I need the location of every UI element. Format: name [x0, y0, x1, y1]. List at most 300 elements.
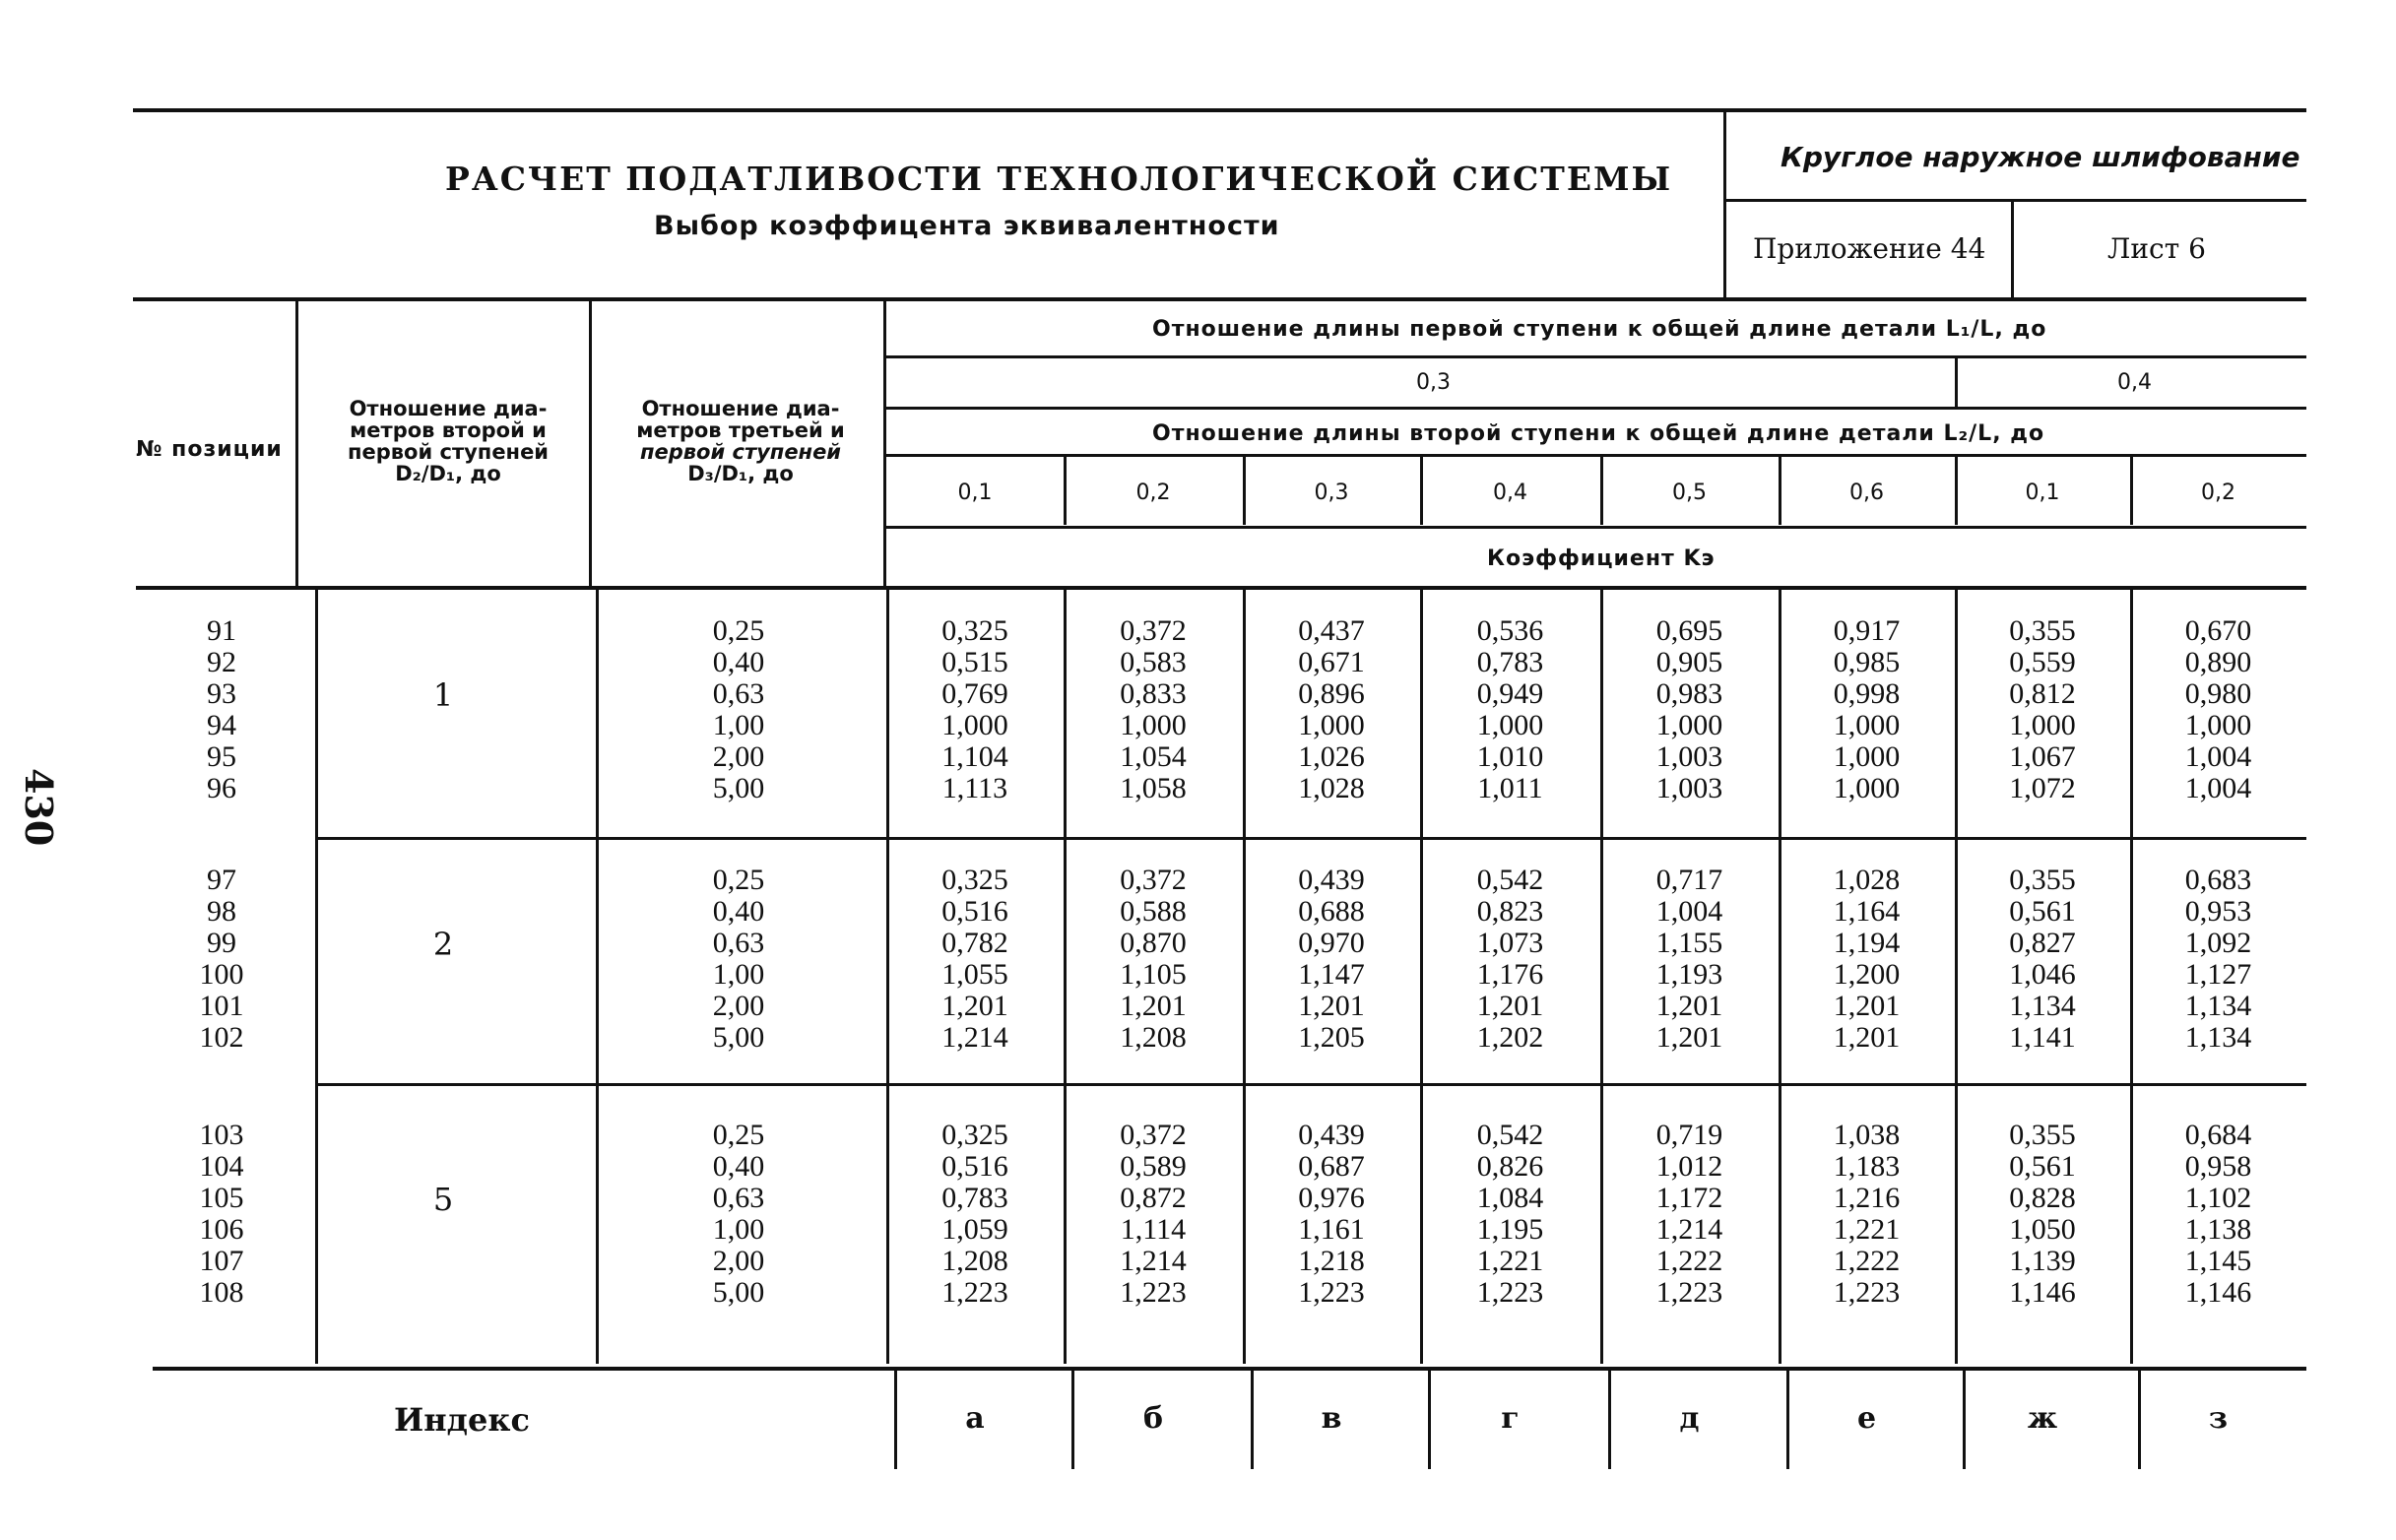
col-header-d3d1-line: первой ступеней: [639, 440, 842, 464]
coef-cell: 1,176: [1476, 958, 1544, 991]
coef-cell: 0,896: [1298, 677, 1365, 710]
coef-cell: 0,583: [1120, 646, 1187, 678]
coef-cell: 1,202: [1476, 1021, 1544, 1054]
index-divider: [1428, 1371, 1431, 1469]
coef-cell: 1,195: [1476, 1213, 1544, 1246]
l2-divider: [1779, 456, 1781, 525]
index-divider: [1963, 1371, 1966, 1469]
d3d1-value: 1,00: [712, 958, 765, 991]
coef-column: [1064, 865, 1243, 1054]
position-number: 104: [199, 1150, 244, 1183]
header-inner-rule: [1725, 199, 2306, 202]
coef-cell: 1,139: [2009, 1245, 2076, 1277]
body-column-rule: [1600, 1080, 1603, 1364]
index-value: д: [1679, 1401, 1700, 1436]
l2-divider: [1064, 456, 1067, 525]
body-column-rule: [1064, 834, 1067, 1083]
coef-cell: 1,214: [941, 1021, 1008, 1054]
l1-value-03: 0,3: [1416, 370, 1451, 395]
coef-cell: 1,084: [1476, 1182, 1544, 1214]
coef-column: [1064, 1120, 1243, 1309]
coef-column: [1779, 865, 1955, 1054]
position-number: 98: [207, 895, 236, 928]
coef-cell: 0,372: [1120, 864, 1187, 896]
coef-column: [1779, 615, 1955, 804]
col-header-d3d1-line: метров третьей и: [636, 418, 845, 442]
coef-cell: 0,717: [1655, 864, 1723, 896]
coef-cell: 0,670: [2184, 614, 2252, 647]
body-column-rule: [1243, 588, 1246, 837]
coef-cell: 0,983: [1655, 677, 1723, 710]
page-title: РАСЧЕТ ПОДАТЛИВОСТИ ТЕХНОЛОГИЧЕСКОЙ СИСТЕМЫ: [445, 160, 1673, 198]
coef-cell: 1,000: [1476, 709, 1544, 741]
coef-cell: 1,200: [1833, 958, 1901, 991]
body-column-rule: [1955, 1080, 1958, 1364]
coef-column: [2130, 1120, 2306, 1309]
coef-column: [1420, 1120, 1600, 1309]
coef-column: [1243, 615, 1420, 804]
coef-cell: 1,221: [1833, 1213, 1901, 1246]
d3d1-value: 0,63: [712, 1182, 765, 1214]
coef-cell: 1,067: [2009, 740, 2076, 773]
coef-cell: 0,872: [1120, 1182, 1187, 1214]
position-number: 106: [199, 1213, 244, 1246]
coef-cell: 0,719: [1655, 1119, 1723, 1151]
position-number: 92: [207, 646, 236, 678]
body-column-rule: [315, 834, 318, 1083]
l1-split-rule: [1955, 356, 1958, 408]
body-column-rule: [596, 834, 599, 1083]
coef-header: Коэффициент Kэ: [1487, 546, 1716, 571]
coef-column: [886, 1120, 1064, 1309]
body-column-rule: [315, 1080, 318, 1364]
coef-cell: 1,050: [2009, 1213, 2076, 1246]
col-header-d2d1-line: первой ступеней: [347, 440, 550, 464]
coef-cell: 1,201: [1298, 990, 1365, 1022]
coef-column: [1064, 615, 1243, 804]
coef-cell: 0,949: [1476, 677, 1544, 710]
coef-cell: 0,905: [1655, 646, 1723, 678]
coef-cell: 1,201: [1833, 1021, 1901, 1054]
l1-header: Отношение длины первой ступени к общей длине детали L₁/L, до: [1152, 317, 2047, 342]
l2-divider: [2130, 456, 2133, 525]
l1-rule: [886, 355, 2306, 358]
coef-cell: 1,223: [1298, 1276, 1365, 1309]
coef-cell: 0,985: [1833, 646, 1901, 678]
col-header-d2d1-line: D₂/D₁, до: [395, 462, 501, 485]
position-number: 99: [207, 927, 236, 959]
coef-cell: 0,325: [941, 614, 1008, 647]
coef-cell: 1,221: [1476, 1245, 1544, 1277]
coef-cell: 0,372: [1120, 1119, 1187, 1151]
appendix-divider: [2011, 201, 2014, 299]
position-number: 97: [207, 864, 236, 896]
coef-cell: 1,145: [2184, 1245, 2252, 1277]
position-number: 103: [199, 1119, 244, 1151]
coef-cell: 1,201: [1476, 990, 1544, 1022]
coef-cell: 1,004: [2184, 740, 2252, 773]
l2-divider: [1600, 456, 1603, 525]
position-number: 96: [207, 772, 236, 804]
coef-cell: 0,827: [2009, 927, 2076, 959]
body-column-rule: [1955, 588, 1958, 837]
d2d1-value: 2: [432, 926, 454, 963]
index-value: в: [1321, 1401, 1342, 1436]
body-column-rule: [886, 1080, 889, 1364]
coef-cell: 0,980: [2184, 677, 2252, 710]
index-value: а: [965, 1401, 985, 1436]
d2d1-value: 1: [432, 676, 454, 714]
body-column-rule: [596, 1080, 599, 1364]
d3d1-value: 2,00: [712, 990, 765, 1022]
index-divider: [2138, 1371, 2141, 1469]
coef-cell: 0,953: [2184, 895, 2252, 928]
coef-cell: 0,769: [941, 677, 1008, 710]
position-number: 94: [207, 709, 236, 741]
d3d1-value: 5,00: [712, 1021, 765, 1054]
position-number: 91: [207, 614, 236, 647]
coef-cell: 1,004: [2184, 772, 2252, 804]
col-header-d2d1-line: метров второй и: [350, 418, 547, 442]
l2-value: 0,1: [2025, 481, 2060, 505]
group-separator: [315, 1083, 2306, 1086]
d3d1-value: 0,40: [712, 895, 765, 928]
coef-cell: 1,000: [1833, 772, 1901, 804]
appendix-label: Приложение 44: [1753, 232, 1986, 265]
body-column-rule: [1779, 588, 1781, 837]
index-divider: [1608, 1371, 1611, 1469]
coef-cell: 1,058: [1120, 772, 1187, 804]
coef-cell: 0,970: [1298, 927, 1365, 959]
coef-cell: 1,000: [941, 709, 1008, 741]
body-column-rule: [886, 834, 889, 1083]
index-value: з: [2208, 1401, 2229, 1436]
position-number: 93: [207, 677, 236, 710]
d3d1-column: [611, 865, 867, 1054]
coef-cell: 1,102: [2184, 1182, 2252, 1214]
d3d1-value: 0,25: [712, 864, 765, 896]
coef-cell: 1,146: [2009, 1276, 2076, 1309]
l2-value: 0,2: [1135, 481, 1171, 505]
coef-cell: 1,208: [1120, 1021, 1187, 1054]
d3d1-value: 1,00: [712, 1213, 765, 1246]
coef-cell: 0,671: [1298, 646, 1365, 678]
coef-cell: 0,355: [2009, 614, 2076, 647]
coef-cell: 1,201: [1655, 1021, 1723, 1054]
header-bottom-rule: [133, 297, 2306, 301]
l2-value: 0,3: [1314, 481, 1349, 505]
coef-cell: 1,147: [1298, 958, 1365, 991]
l2-value: 0,6: [1849, 481, 1884, 505]
index-value: г: [1501, 1401, 1520, 1436]
position-column: [148, 1120, 295, 1309]
d3d1-value: 0,40: [712, 1150, 765, 1183]
coef-cell: 0,542: [1476, 864, 1544, 896]
position-number: 102: [199, 1021, 244, 1054]
coef-cell: 1,012: [1655, 1150, 1723, 1183]
coef-cell: 1,223: [1476, 1276, 1544, 1309]
sheet-label: Лист 6: [2107, 232, 2206, 265]
l2-divider: [1420, 456, 1423, 525]
col-header-position: № позиции: [136, 437, 283, 462]
coef-cell: 0,437: [1298, 614, 1365, 647]
coef-cell: 1,223: [941, 1276, 1008, 1309]
coef-cell: 1,134: [2009, 990, 2076, 1022]
header-divider: [1723, 110, 1726, 299]
coef-cell: 0,516: [941, 895, 1008, 928]
coef-cell: 0,823: [1476, 895, 1544, 928]
d3d1-value: 2,00: [712, 1245, 765, 1277]
coef-cell: 1,223: [1833, 1276, 1901, 1309]
body-column-rule: [1600, 588, 1603, 837]
position-number: 95: [207, 740, 236, 773]
coef-cell: 1,046: [2009, 958, 2076, 991]
coef-cell: 0,559: [2009, 646, 2076, 678]
coef-column: [1600, 865, 1779, 1054]
coef-column: [1779, 1120, 1955, 1309]
col-header-d2d1-line: Отношение диа-: [349, 397, 548, 420]
coef-column: [1955, 1120, 2130, 1309]
coef-cell: 0,812: [2009, 677, 2076, 710]
coef-rule-top: [886, 526, 2306, 529]
coef-cell: 0,325: [941, 864, 1008, 896]
coef-cell: 0,561: [2009, 1150, 2076, 1183]
body-column-rule: [1064, 1080, 1067, 1364]
coef-cell: 1,026: [1298, 740, 1365, 773]
col-header-d3d1-line: Отношение диа-: [641, 397, 840, 420]
coef-cell: 1,155: [1655, 927, 1723, 959]
coef-cell: 0,828: [2009, 1182, 2076, 1214]
coef-cell: 1,214: [1120, 1245, 1187, 1277]
d3d1-value: 2,00: [712, 740, 765, 773]
d3d1-value: 0,25: [712, 1119, 765, 1151]
index-divider: [894, 1371, 897, 1469]
d3d1-value: 0,25: [712, 614, 765, 647]
coef-cell: 1,214: [1655, 1213, 1723, 1246]
index-value: е: [1856, 1401, 1877, 1436]
body-column-rule: [596, 588, 599, 837]
index-rule: [153, 1367, 2306, 1371]
coef-cell: 1,104: [941, 740, 1008, 773]
coef-cell: 1,000: [1833, 740, 1901, 773]
coef-cell: 0,683: [2184, 864, 2252, 896]
coef-cell: 1,000: [2184, 709, 2252, 741]
coef-cell: 0,958: [2184, 1150, 2252, 1183]
col-header-d2d1: [305, 398, 591, 484]
l2-divider: [1955, 456, 1958, 525]
d3d1-value: 0,40: [712, 646, 765, 678]
coef-cell: 0,355: [2009, 864, 2076, 896]
l2-header: Отношение длины второй ступени к общей длине детали L₂/L, до: [1152, 421, 2045, 446]
coef-cell: 0,826: [1476, 1150, 1544, 1183]
coef-cell: 0,687: [1298, 1150, 1365, 1183]
coef-cell: 1,000: [1833, 709, 1901, 741]
d3d1-column: [611, 615, 867, 804]
coef-cell: 1,216: [1833, 1182, 1901, 1214]
coef-cell: 0,355: [2009, 1119, 2076, 1151]
body-column-rule: [1600, 834, 1603, 1083]
coef-cell: 0,833: [1120, 677, 1187, 710]
coef-cell: 1,161: [1298, 1213, 1365, 1246]
coef-cell: 1,028: [1833, 864, 1901, 896]
coef-column: [1955, 865, 2130, 1054]
coef-cell: 1,114: [1120, 1213, 1187, 1246]
index-divider: [1786, 1371, 1789, 1469]
coef-cell: 1,205: [1298, 1021, 1365, 1054]
body-column-rule: [2130, 588, 2133, 837]
coef-cell: 1,201: [1833, 990, 1901, 1022]
coef-column: [886, 865, 1064, 1054]
body-column-rule: [1779, 834, 1781, 1083]
index-value: б: [1142, 1401, 1163, 1436]
coef-cell: 0,890: [2184, 646, 2252, 678]
coef-cell: 1,223: [1655, 1276, 1723, 1309]
operation-label: Круглое наружное шлифование: [1781, 141, 2300, 173]
l2-divider: [1243, 456, 1246, 525]
coef-cell: 0,515: [941, 646, 1008, 678]
top-rule: [133, 108, 2306, 112]
coef-cell: 0,684: [2184, 1119, 2252, 1151]
col-rule-3: [883, 300, 886, 586]
coef-cell: 1,003: [1655, 740, 1723, 773]
body-column-rule: [2130, 834, 2133, 1083]
coef-column: [1955, 615, 2130, 804]
coef-cell: 0,783: [1476, 646, 1544, 678]
l2-rule-bottom: [886, 454, 2306, 457]
body-column-rule: [1243, 834, 1246, 1083]
coef-cell: 1,201: [941, 990, 1008, 1022]
coef-cell: 1,054: [1120, 740, 1187, 773]
coef-column: [1600, 615, 1779, 804]
position-number: 105: [199, 1182, 244, 1214]
coef-cell: 1,201: [1655, 990, 1723, 1022]
table-header-bottom-rule: [136, 586, 2306, 590]
position-number: 101: [199, 990, 244, 1022]
position-column: [148, 615, 295, 804]
page-subtitle: Выбор коэффицента эквивалентности: [654, 211, 1280, 241]
coef-column: [886, 615, 1064, 804]
coef-column: [2130, 865, 2306, 1054]
coef-cell: 0,783: [941, 1182, 1008, 1214]
coef-cell: 0,976: [1298, 1182, 1365, 1214]
body-column-rule: [2130, 1080, 2133, 1364]
coef-cell: 1,201: [1120, 990, 1187, 1022]
body-column-rule: [1420, 1080, 1423, 1364]
position-number: 108: [199, 1276, 244, 1309]
coef-cell: 1,000: [2009, 709, 2076, 741]
coef-cell: 1,038: [1833, 1119, 1901, 1151]
coef-cell: 1,000: [1298, 709, 1365, 741]
coef-cell: 0,695: [1655, 614, 1723, 647]
d2d1-value: 5: [432, 1181, 454, 1218]
d3d1-value: 0,63: [712, 927, 765, 959]
coef-cell: 1,223: [1120, 1276, 1187, 1309]
body-column-rule: [1420, 834, 1423, 1083]
coef-cell: 1,055: [941, 958, 1008, 991]
coef-cell: 0,542: [1476, 1119, 1544, 1151]
coef-cell: 1,113: [941, 772, 1008, 804]
coef-cell: 1,028: [1298, 772, 1365, 804]
coef-cell: 1,127: [2184, 958, 2252, 991]
coef-cell: 1,092: [2184, 927, 2252, 959]
coef-cell: 1,000: [1120, 709, 1187, 741]
l2-value: 0,4: [1493, 481, 1527, 505]
l2-value: 0,5: [1672, 481, 1707, 505]
l2-value: 0,2: [2201, 481, 2235, 505]
d3d1-column: [611, 1120, 867, 1309]
coef-cell: 0,782: [941, 927, 1008, 959]
coef-cell: 0,870: [1120, 927, 1187, 959]
coef-cell: 1,141: [2009, 1021, 2076, 1054]
body-column-rule: [886, 588, 889, 837]
coef-cell: 1,183: [1833, 1150, 1901, 1183]
coef-cell: 1,194: [1833, 927, 1901, 959]
coef-cell: 1,222: [1833, 1245, 1901, 1277]
position-number: 107: [199, 1245, 244, 1277]
coef-column: [1420, 615, 1600, 804]
coef-cell: 0,516: [941, 1150, 1008, 1183]
l2-value: 0,1: [957, 481, 993, 505]
coef-cell: 0,536: [1476, 614, 1544, 647]
coef-cell: 0,325: [941, 1119, 1008, 1151]
coef-cell: 0,439: [1298, 864, 1365, 896]
coef-cell: 1,146: [2184, 1276, 2252, 1309]
page-number: 430: [17, 768, 61, 847]
coef-cell: 1,072: [2009, 772, 2076, 804]
body-column-rule: [1243, 1080, 1246, 1364]
body-column-rule: [1420, 588, 1423, 837]
coef-column: [1600, 1120, 1779, 1309]
coef-cell: 1,208: [941, 1245, 1008, 1277]
d3d1-value: 0,63: [712, 677, 765, 710]
coef-cell: 1,059: [941, 1213, 1008, 1246]
coef-cell: 0,998: [1833, 677, 1901, 710]
coef-cell: 0,588: [1120, 895, 1187, 928]
l2-rule-top: [886, 407, 2306, 410]
coef-cell: 1,138: [2184, 1213, 2252, 1246]
coef-cell: 0,439: [1298, 1119, 1365, 1151]
d3d1-value: 5,00: [712, 772, 765, 804]
index-value: ж: [2027, 1401, 2058, 1436]
d3d1-value: 1,00: [712, 709, 765, 741]
coef-cell: 1,172: [1655, 1182, 1723, 1214]
coef-cell: 0,917: [1833, 614, 1901, 647]
d3d1-value: 5,00: [712, 1276, 765, 1309]
body-column-rule: [1779, 1080, 1781, 1364]
body-column-rule: [315, 588, 318, 837]
coef-column: [1243, 1120, 1420, 1309]
index-divider: [1071, 1371, 1074, 1469]
coef-cell: 1,000: [1655, 709, 1723, 741]
group-separator: [315, 837, 2306, 840]
col-header-d3d1-line: D₃/D₁, до: [687, 462, 794, 485]
col-rule-1: [295, 300, 298, 586]
coef-cell: 1,222: [1655, 1245, 1723, 1277]
coef-cell: 1,164: [1833, 895, 1901, 928]
coef-cell: 1,003: [1655, 772, 1723, 804]
coef-cell: 1,105: [1120, 958, 1187, 991]
l1-value-04: 0,4: [2117, 370, 2152, 395]
index-label: Индекс: [394, 1401, 530, 1439]
coef-cell: 0,561: [2009, 895, 2076, 928]
coef-cell: 0,372: [1120, 614, 1187, 647]
index-divider: [1251, 1371, 1254, 1469]
body-column-rule: [1064, 588, 1067, 837]
coef-cell: 1,218: [1298, 1245, 1365, 1277]
coef-column: [1243, 865, 1420, 1054]
coef-column: [1420, 865, 1600, 1054]
coef-cell: 0,688: [1298, 895, 1365, 928]
